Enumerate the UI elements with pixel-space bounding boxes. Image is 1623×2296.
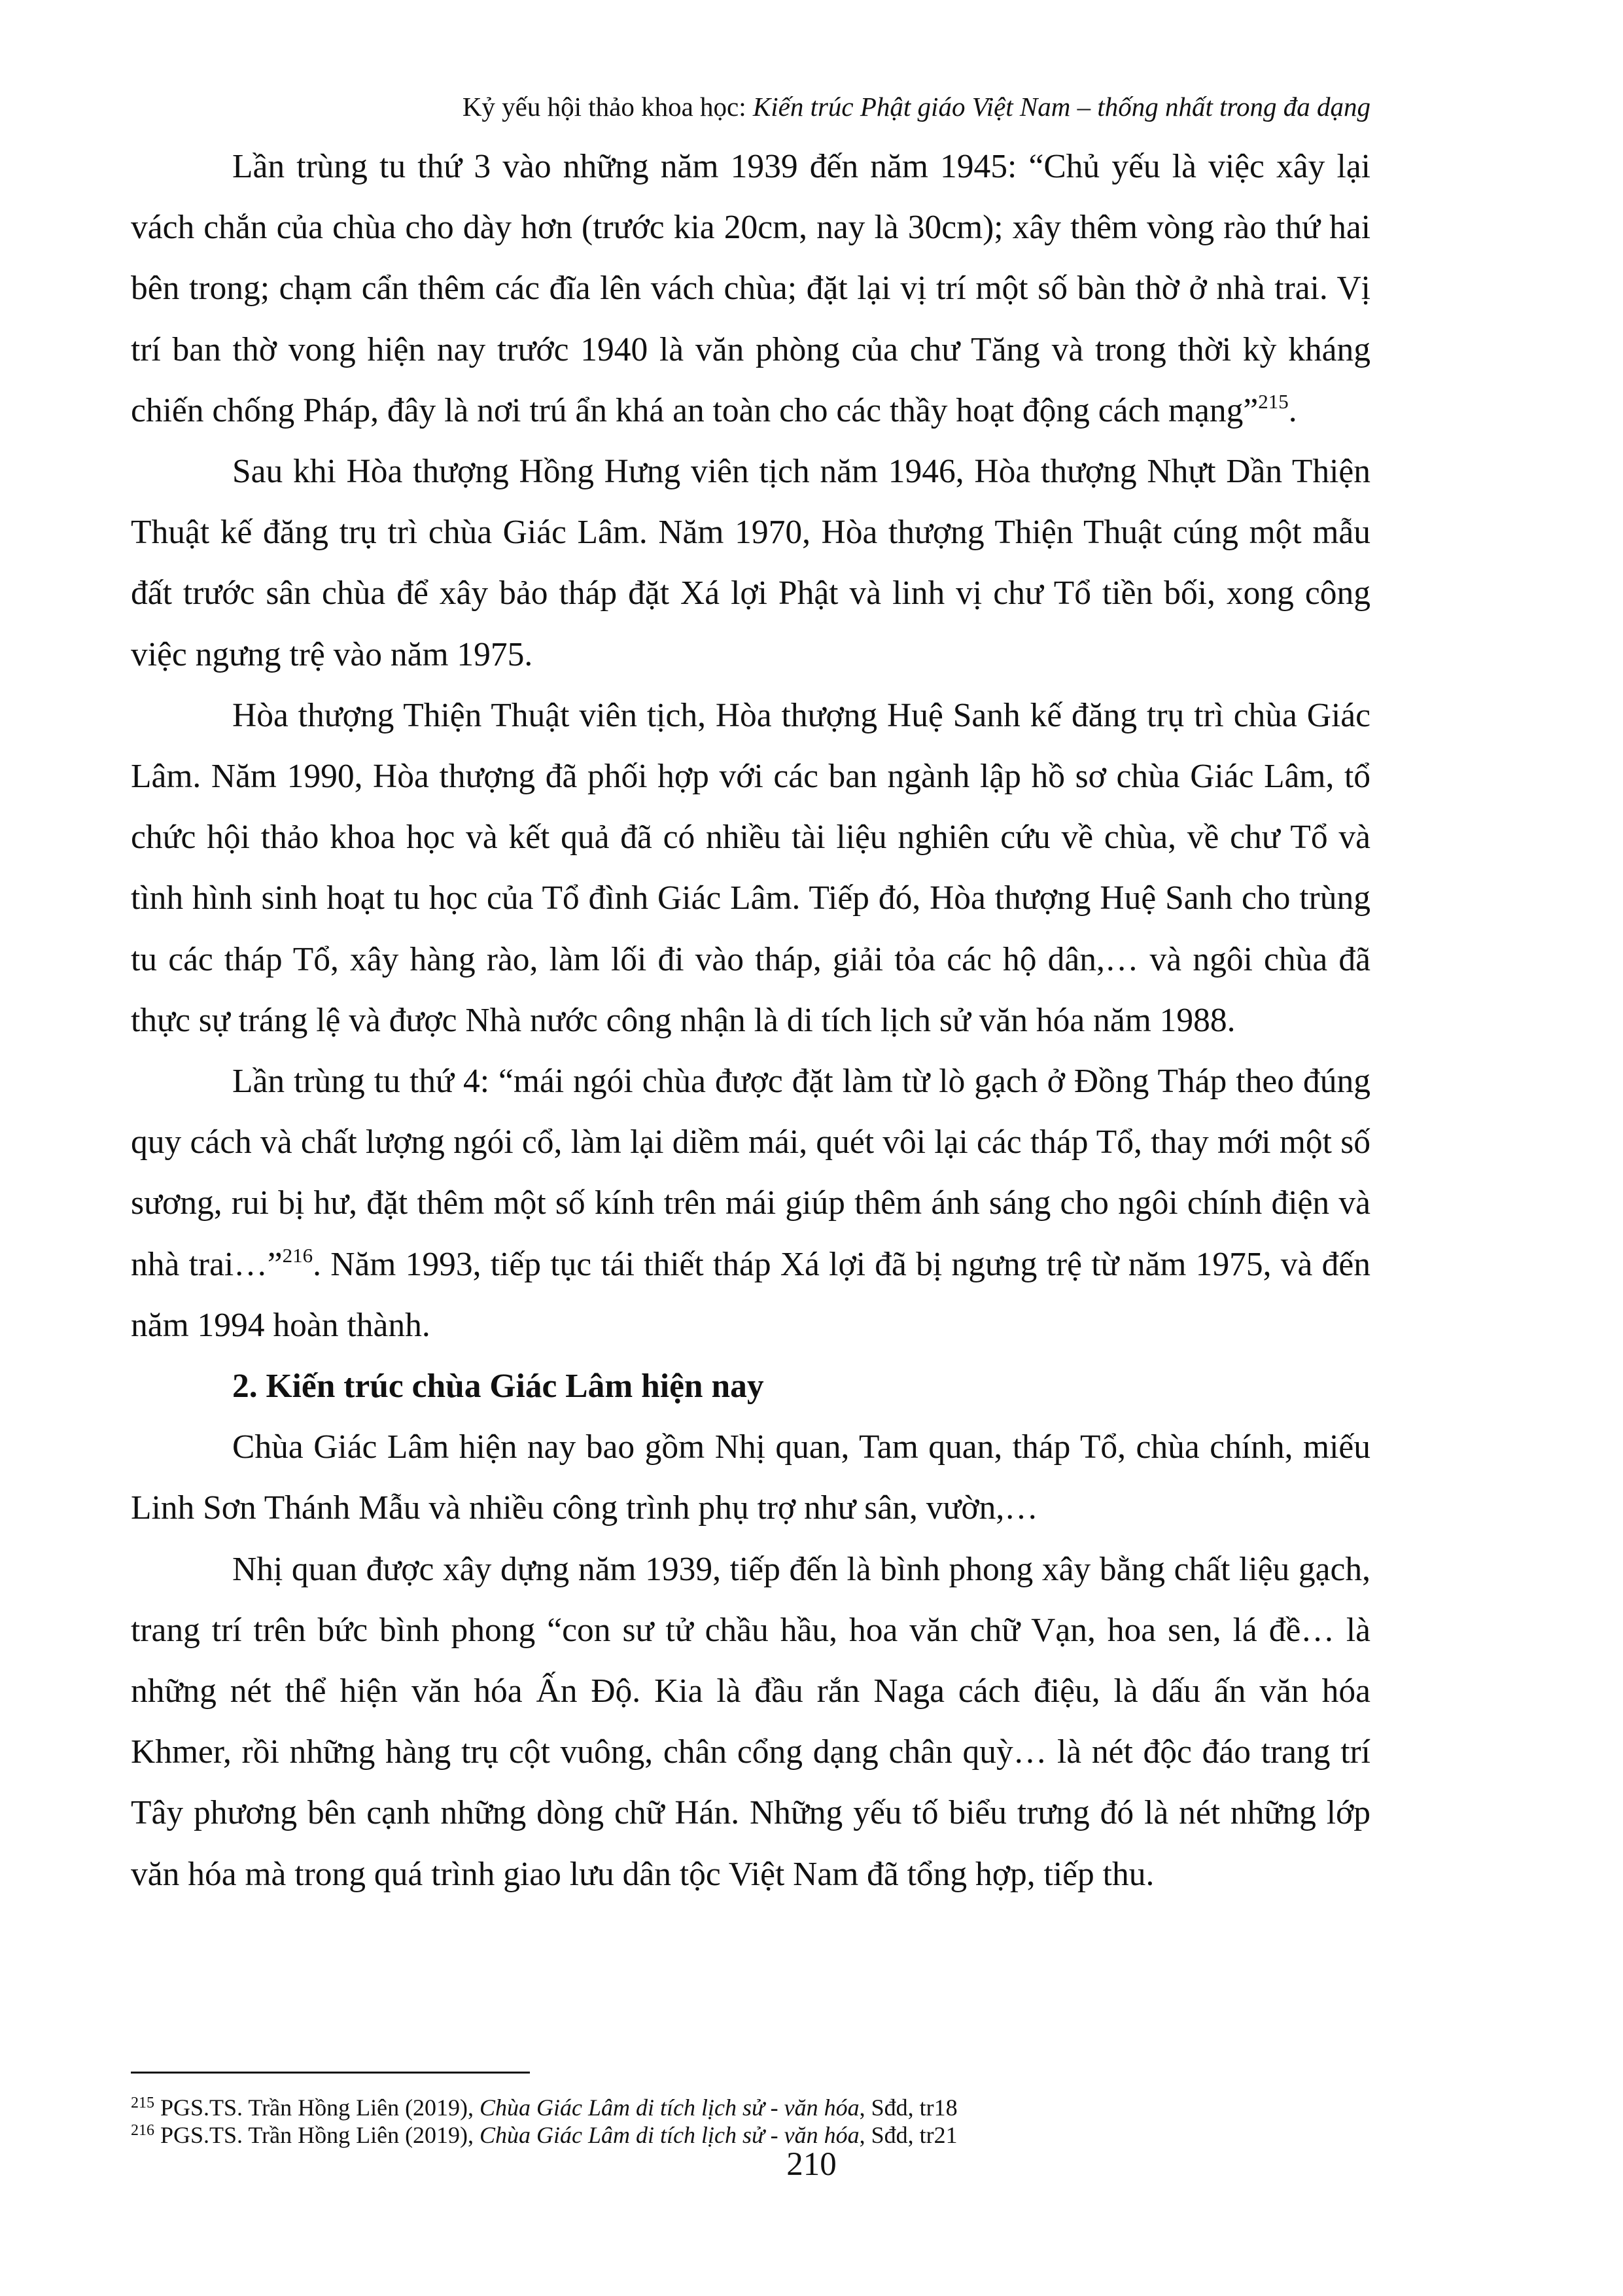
body-text xyxy=(131,136,1370,1905)
header-prefix: Kỷ yếu hội thảo khoa học: xyxy=(462,92,753,122)
footnote: $^{215}$ PGS.TS. Trần Hồng Liên (2019), Chùa Giác Lâm di tích lịch sử - văn hóa, Sđd, tr18 xyxy=(131,2094,958,2121)
paragraph: Lần trùng tu thứ 4: “mái ngói chùa được đặt làm từ lò gạch ở Đồng Tháp theo đúng quy cách và chất lượng ngói cổ, làm lại diềm mái, quét vôi lại các tháp Tổ, thay mới một số sương, rui bị hư, đặt thêm một số kính trên mái giúp thêm ánh sáng cho ngôi chính điện và nhà trai…”$^{216}$. Năm 1993, tiếp tục tái thiết tháp Xá lợi đã bị ngưng trệ từ năm 1975, và đến năm 1994 hoàn thành. xyxy=(131,1063,1371,1344)
page-number: 210 xyxy=(786,2146,837,2183)
paragraph: Nhị quan được xây dựng năm 1939, tiếp đến là bình phong xây bằng chất liệu gạch, trang trí trên bức bình phong “con sư tử chầu hầu, hoa văn chữ Vạn, hoa sen, lá đề… là những nét thể hiện văn hóa Ấn Độ. Kia là đầu rắn Naga cách điệu, là dấu ấn văn hóa Khmer, rồi những hàng trụ cột vuông, chân cổng dạng chân quỳ… là nét độc đáo trang trí Tây phương bên cạnh những dòng chữ Hán. Những yếu tố biểu trưng đó là nét những lớp văn hóa mà trong quá trình giao lưu dân tộc Việt Nam đã tổng hợp, tiếp thu. xyxy=(131,1550,1370,1893)
header-title: Kiến trúc Phật giáo Việt Nam – thống nhất trong đa dạng xyxy=(752,92,1370,122)
footnotes xyxy=(131,2094,1370,2149)
footnote: $^{216}$ PGS.TS. Trần Hồng Liên (2019), Chùa Giác Lâm di tích lịch sử - văn hóa, Sđd, tr21 xyxy=(131,2122,958,2148)
paragraph: Sau khi Hòa thượng Hồng Hưng viên tịch năm 1946, Hòa thượng Nhựt Dần Thiện Thuật kế đăng trụ trì chùa Giác Lâm. Năm 1970, Hòa thượng Thiện Thuật cúng một mẫu đất trước sân chùa để xây bảo tháp đặt Xá lợi Phật và linh vị chư Tổ tiền bối, xong công việc ngưng trệ vào năm 1975. xyxy=(131,453,1370,673)
paragraph: Lần trùng tu thứ 3 vào những năm 1939 đến năm 1945: “Chủ yếu là việc xây lại vách chắn của chùa cho dày hơn (trước kia 20cm, nay là 30cm); xây thêm vòng rào thứ hai bên trong; chạm cẩn thêm các đĩa lên vách chùa; đặt lại vị trí một số bàn thờ ở nhà trai. Vị trí ban thờ vong hiện nay trước 1940 là văn phòng của chư Tăng và trong thời kỳ kháng chiến chống Pháp, đây là nơi trú ẩn khá an toàn cho các thầy hoạt động cách mạng”$^{215}$. xyxy=(131,148,1370,429)
paragraph: Chùa Giác Lâm hiện nay bao gồm Nhị quan, Tam quan, tháp Tổ, chùa chính, miếu Linh Sơn Thánh Mẫu và nhiều công trình phụ trợ như sân, vườn,… xyxy=(131,1428,1370,1527)
section-heading: 2. Kiến trúc chùa Giác Lâm hiện nay xyxy=(232,1368,764,1405)
footnote-separator xyxy=(131,2072,530,2074)
paragraph: Hòa thượng Thiện Thuật viên tịch, Hòa thượng Huệ Sanh kế đăng trụ trì chùa Giác Lâm. Năm 1990, Hòa thượng đã phối hợp với các ban ngành lập hồ sơ chùa Giác Lâm, tổ chức hội thảo khoa học và kết quả đã có nhiều tài liệu nghiên cứu về chùa, về chư Tổ và tình hình sinh hoạt tu học của Tổ đình Giác Lâm. Tiếp đó, Hòa thượng Huệ Sanh cho trùng tu các tháp Tổ, xây hàng rào, làm lối đi vào tháp, giải tỏa các hộ dân,… và ngôi chùa đã thực sự tráng lệ và được Nhà nước công nhận là di tích lịch sử văn hóa năm 1988. xyxy=(131,696,1370,1039)
footnote-number: 216 xyxy=(131,2122,154,2139)
running-header xyxy=(131,90,1370,123)
footnote-ref[interactable]: 215 xyxy=(1258,389,1289,413)
footnote-ref[interactable]: 216 xyxy=(282,1243,313,1267)
footnote-number: 215 xyxy=(131,2094,154,2111)
